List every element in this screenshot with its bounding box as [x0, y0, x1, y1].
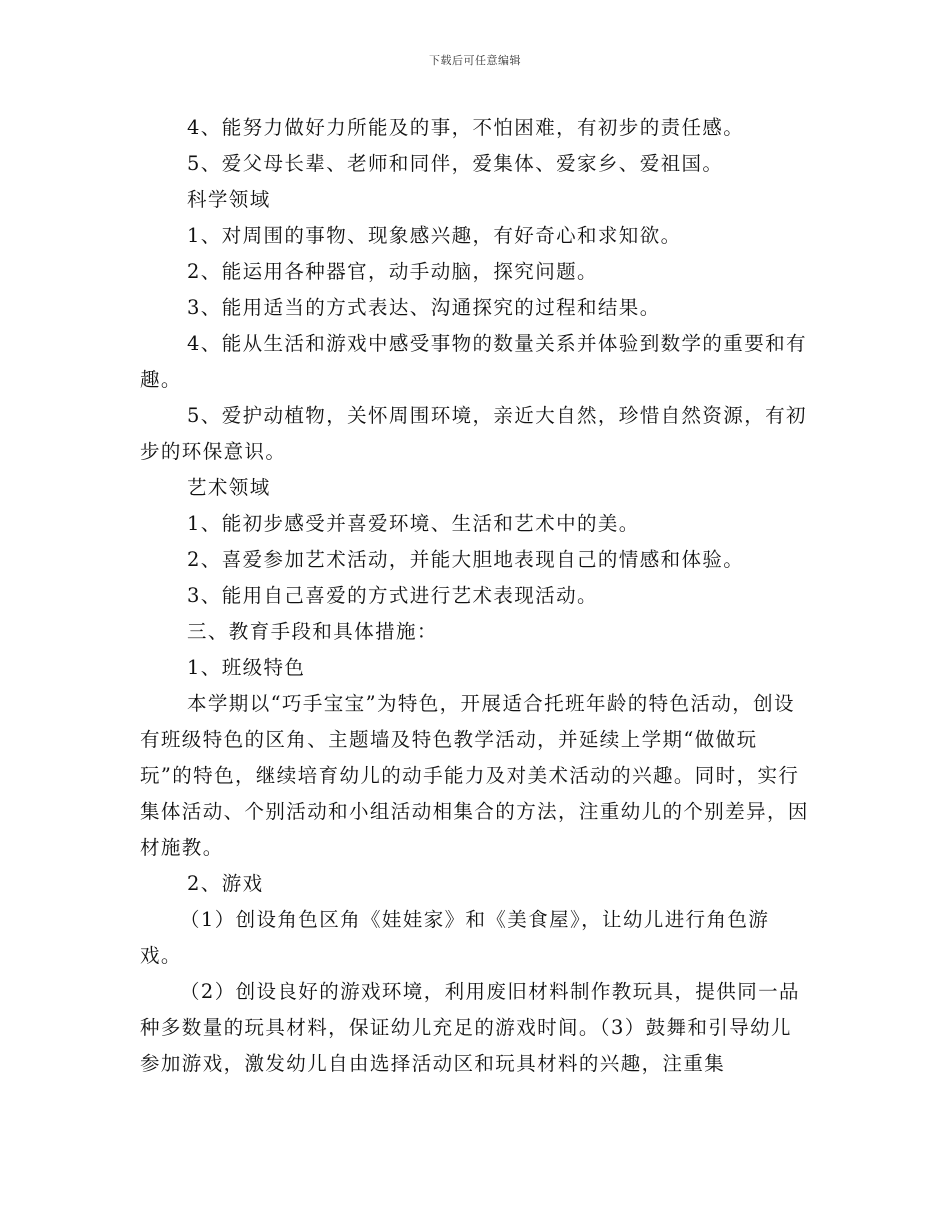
page-header: 下载后可任意编辑: [429, 54, 521, 67]
section-heading: 三、教育手段和具体措施：: [187, 620, 438, 643]
paragraph: 5、爱护动植物，关怀周围环境，亲近大自然，珍惜自然资源，有初步的环保意识。: [140, 404, 807, 463]
paragraph: （2）创设良好的游戏环境，利用废旧材料制作教玩具，提供同一品种多数量的玩具材料，保证幼儿充足的游戏时间。（3）鼓舞和引导幼儿参加游戏，激发幼儿自由选择活动区和玩具材料的兴趣，注重集: [140, 980, 800, 1075]
paragraph: （1）创设角色区角《娃娃家》和《美食屋》，让幼儿进行角色游戏。: [140, 908, 770, 967]
section-heading: 科学领域: [187, 188, 271, 211]
paragraph: 5、爱父母长辈、老师和同伴，爱集体、爱家乡、爱祖国。: [187, 152, 724, 175]
paragraph: 4、能从生活和游戏中感受事物的数量关系并体验到数学的重要和有趣。: [140, 332, 807, 391]
paragraph: 2、能运用各种器官，动手动脑，探究问题。: [187, 260, 598, 283]
subsection-heading: 1、班级特色: [187, 656, 306, 679]
paragraph: 本学期以“巧手宝宝”为特色，开展适合托班年龄的特色活动，创设有班级特色的区角、主题墙及特色教学活动，并延续上学期“做做玩玩”的特色，继续培育幼儿的动手能力及对美术活动的兴趣。同时，实行集体活动、个别活动和小组活动相集合的方法，注重幼儿的个别差异，因材施教。: [140, 692, 809, 859]
paragraph: 3、能用适当的方式表达、沟通探究的过程和结果。: [187, 296, 661, 319]
paragraph: 2、喜爱参加艺术活动，并能大胆地表现自己的情感和体验。: [187, 548, 745, 571]
section-heading: 艺术领域: [187, 476, 271, 499]
paragraph: 3、能用自己喜爱的方式进行艺术表现活动。: [187, 584, 598, 607]
paragraph: 1、能初步感受并喜爱环境、生活和艺术中的美。: [187, 512, 640, 535]
paragraph: 4、能努力做好力所能及的事，不怕困难，有初步的责任感。: [187, 116, 745, 139]
document-body: [140, 110, 810, 1082]
subsection-heading: 2、游戏: [187, 872, 264, 895]
paragraph: 1、对周围的事物、现象感兴趣，有好奇心和求知欲。: [187, 224, 682, 247]
